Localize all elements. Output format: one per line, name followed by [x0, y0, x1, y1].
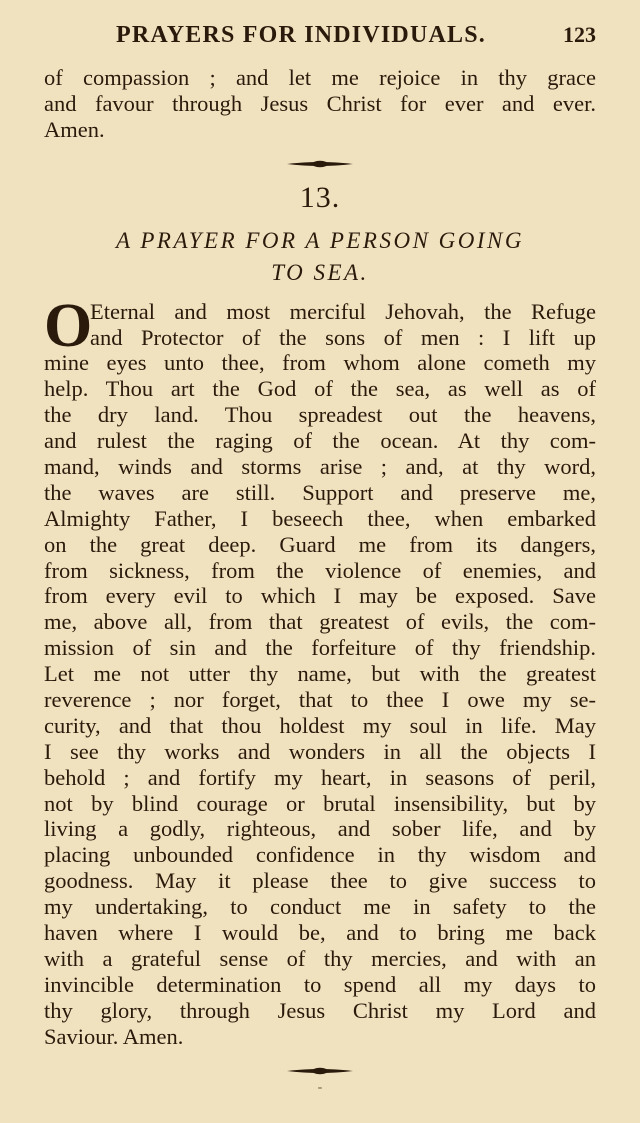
text-line: Saviour. Amen.: [44, 1023, 184, 1049]
text-line: goodness. May it please thee to give success to: [44, 868, 596, 894]
text-line: on the great deep. Guard me from its dangers,: [44, 531, 596, 557]
text-line: mine eyes unto thee, from whom alone cometh my: [44, 350, 596, 376]
text-line: and rulest the raging of the ocean. At thy com-: [44, 428, 596, 454]
ornamental-rule: [285, 157, 355, 171]
text-line: me, above all, from that greatest of evils, the com-: [44, 609, 596, 635]
text-line: invincible determination to spend all my days to: [44, 971, 596, 997]
text-line: mission of sin and the forfeiture of thy friendship.: [44, 635, 596, 661]
section-title-line: A PRAYER FOR A PERSON GOING: [115, 227, 524, 253]
section-title-line: TO SEA.: [271, 259, 369, 285]
text-line: with a grateful sense of thy mercies, and with an: [44, 945, 596, 971]
prayer-body: [44, 291, 596, 1050]
text-line: from sickness, from the violence of enemies, and: [44, 557, 596, 583]
text-line: living a godly, righteous, and sober life, and by: [44, 816, 596, 842]
running-header: [44, 22, 596, 49]
section-title: [44, 225, 596, 289]
text-line: placing unbounded confidence in thy wisdom and: [44, 842, 596, 868]
text-line: my undertaking, to conduct me in safety to the: [44, 894, 596, 920]
header-title: PRAYERS FOR INDIVIDUALS.: [116, 22, 486, 48]
text-line: and Protector of the sons of men : I lift up: [90, 324, 596, 350]
text-line: from every evil to which I may be exposed. Save: [44, 583, 596, 609]
text-line: Eternal and most merciful Jehovah, the Refuge: [90, 298, 596, 324]
book-page: [44, 22, 596, 1096]
section-number: 13.: [299, 180, 341, 214]
footer-mark: -: [317, 1079, 323, 1095]
text-line: mand, winds and storms arise ; and, at thy word,: [44, 454, 596, 480]
text-line: the waves are still. Support and preserve me,: [44, 479, 596, 505]
text-line: I see thy works and wonders in all the objects I: [44, 738, 596, 764]
drop-cap: O: [44, 291, 93, 360]
text-line: curity, and that thou holdest my soul in life. May: [44, 712, 596, 738]
text-line: help. Thou art the God of the sea, as well as of: [44, 376, 596, 402]
text-line: Amen.: [44, 116, 105, 142]
text-line: Let me not utter thy name, but with the greatest: [44, 661, 596, 687]
text-line: behold ; and fortify my heart, in seasons of peril,: [44, 764, 596, 790]
text-line: Almighty Father, I beseech thee, when embarked: [44, 505, 596, 531]
text-line: reverence ; nor forget, that to thee I owe my se-: [44, 687, 596, 713]
text-line: haven where I would be, and to bring me back: [44, 920, 596, 946]
text-line: thy glory, through Jesus Christ my Lord and: [44, 997, 596, 1023]
ornamental-rule-bottom: [285, 1064, 355, 1078]
text-line: the dry land. Thou spreadest out the heavens,: [44, 402, 596, 428]
page-number: 123: [563, 22, 596, 47]
text-line: not by blind courage or brutal insensibility, but by: [44, 790, 596, 816]
text-line: of compassion ; and let me rejoice in thy grace: [44, 65, 596, 90]
continuation-paragraph: [44, 65, 596, 143]
text-line: and favour through Jesus Christ for ever and ever.: [44, 90, 596, 116]
